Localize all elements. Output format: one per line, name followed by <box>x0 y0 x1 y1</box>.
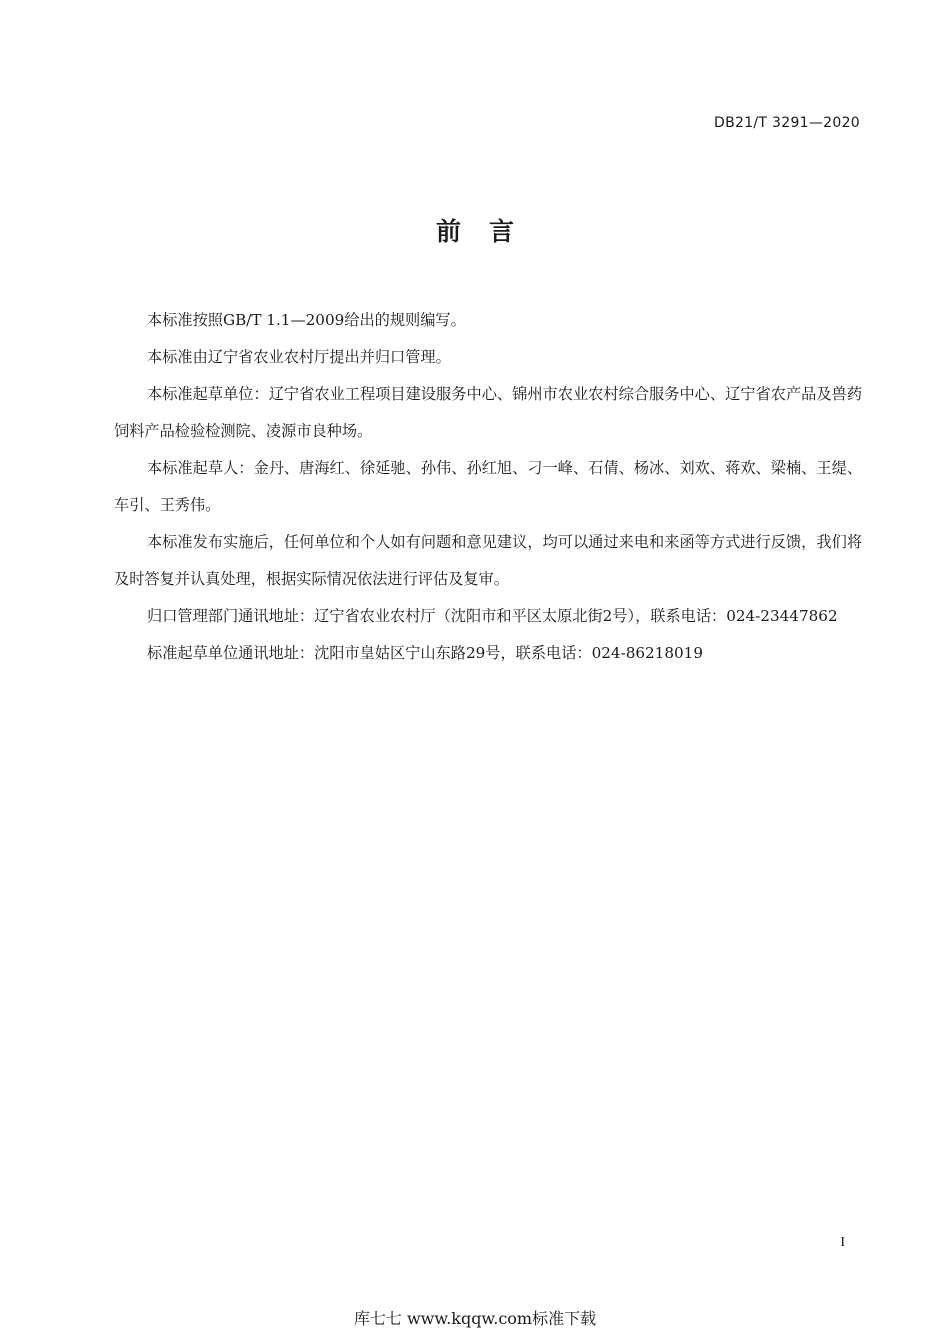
paragraph-feedback: 本标准发布实施后，任何单位和个人如有问题和意见建议，均可以通过来电和来函等方式进行反馈，我们将及时答复并认真处理，根据实际情况依法进行评估及复审。 <box>114 533 862 588</box>
document-code: DB21/T 3291—2020 <box>714 115 860 131</box>
foreword-body <box>114 302 862 672</box>
footer-watermark: 库七七 www.kqqw.com标准下载 <box>353 1309 597 1328</box>
paragraph-drafter-contact: 标准起草单位通讯地址：沈阳市皇姑区宁山东路29号，联系电话：024-86218019 <box>147 644 703 662</box>
page-title: 前言 <box>435 217 542 246</box>
paragraph-proposer: 本标准由辽宁省农业农村厅提出并归口管理。 <box>147 348 451 366</box>
page-number: I <box>840 1235 845 1250</box>
paragraph-management-contact: 归口管理部门通讯地址：辽宁省农业农村厅（沈阳市和平区太原北街2号），联系电话：024-23447862 <box>147 607 838 625</box>
paragraph-drafting-units: 本标准起草单位：辽宁省农业工程项目建设服务中心、锦州市农业农村综合服务中心、辽宁省农产品及兽药饲料产品检验检测院、凌源市良种场。 <box>114 385 862 440</box>
paragraph-drafters: 本标准起草人：金丹、唐海红、徐延驰、孙伟、孙红旭、刁一峰、石倩、杨冰、刘欢、蒋欢、梁楠、王缇、车引、王秀伟。 <box>114 459 862 514</box>
paragraph-drafting-rules: 本标准按照GB/T 1.1—2009给出的规则编写。 <box>147 311 466 329</box>
